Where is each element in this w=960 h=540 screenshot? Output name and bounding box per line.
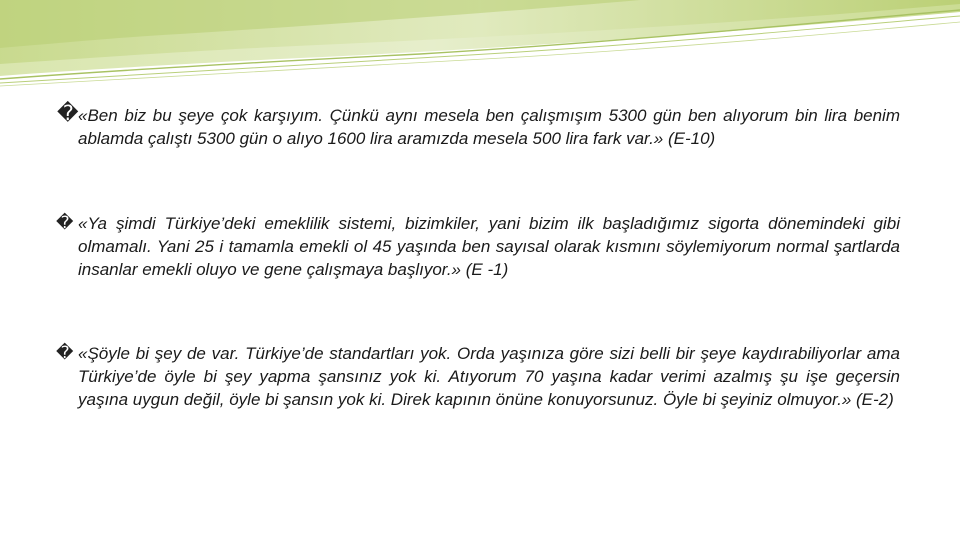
quote-paragraph (56, 342, 900, 411)
bullet-icon: � (57, 101, 79, 125)
quote-paragraph (56, 212, 900, 281)
quote-paragraph (57, 101, 900, 150)
header-wave-decoration (0, 0, 960, 100)
quote-text: «Ya şimdi Türkiye’deki emeklilik sistemi, bizimkiler, yani bizim ilk başladığımız sigorta dönemindeki gibi olmamalı. Yani 25 i tamamla emekli ol 45 yaşında ben sayısal olarak kısmını söylemiyorum normal şartlarda insanlar emekli oluyo ve gene çalışmaya başlıyor.» (E -1) (78, 214, 900, 279)
quote-text: «Şöyle bi şey de var. Türkiye’de standartları yok. Orda yaşınıza göre sizi belli bir şeye kaydırabiliyorlar ama Türkiye’de öyle bi şey yapma şansınız yok ki. Atıyorum 70 yaşına kadar verimi azalmış şu işe geçersin yaşına uygun değil, öyle bi şansın yok ki. Direk kapının önüne konuyorsunuz. Öyle bi şeyiniz olmuyor.» (E-2) (78, 344, 900, 409)
quote-text: «Ben biz bu şeye çok karşıyım. Çünkü aynı mesela ben çalışmışım 5300 gün ben alıyorum bin lira benim ablamda çalıştı 5300 gün o alıyo 1600 lira aramızda mesela 500 lira fark var.» (E-10) (78, 106, 900, 148)
bullet-icon: � (56, 213, 74, 233)
bullet-icon: � (56, 343, 74, 363)
